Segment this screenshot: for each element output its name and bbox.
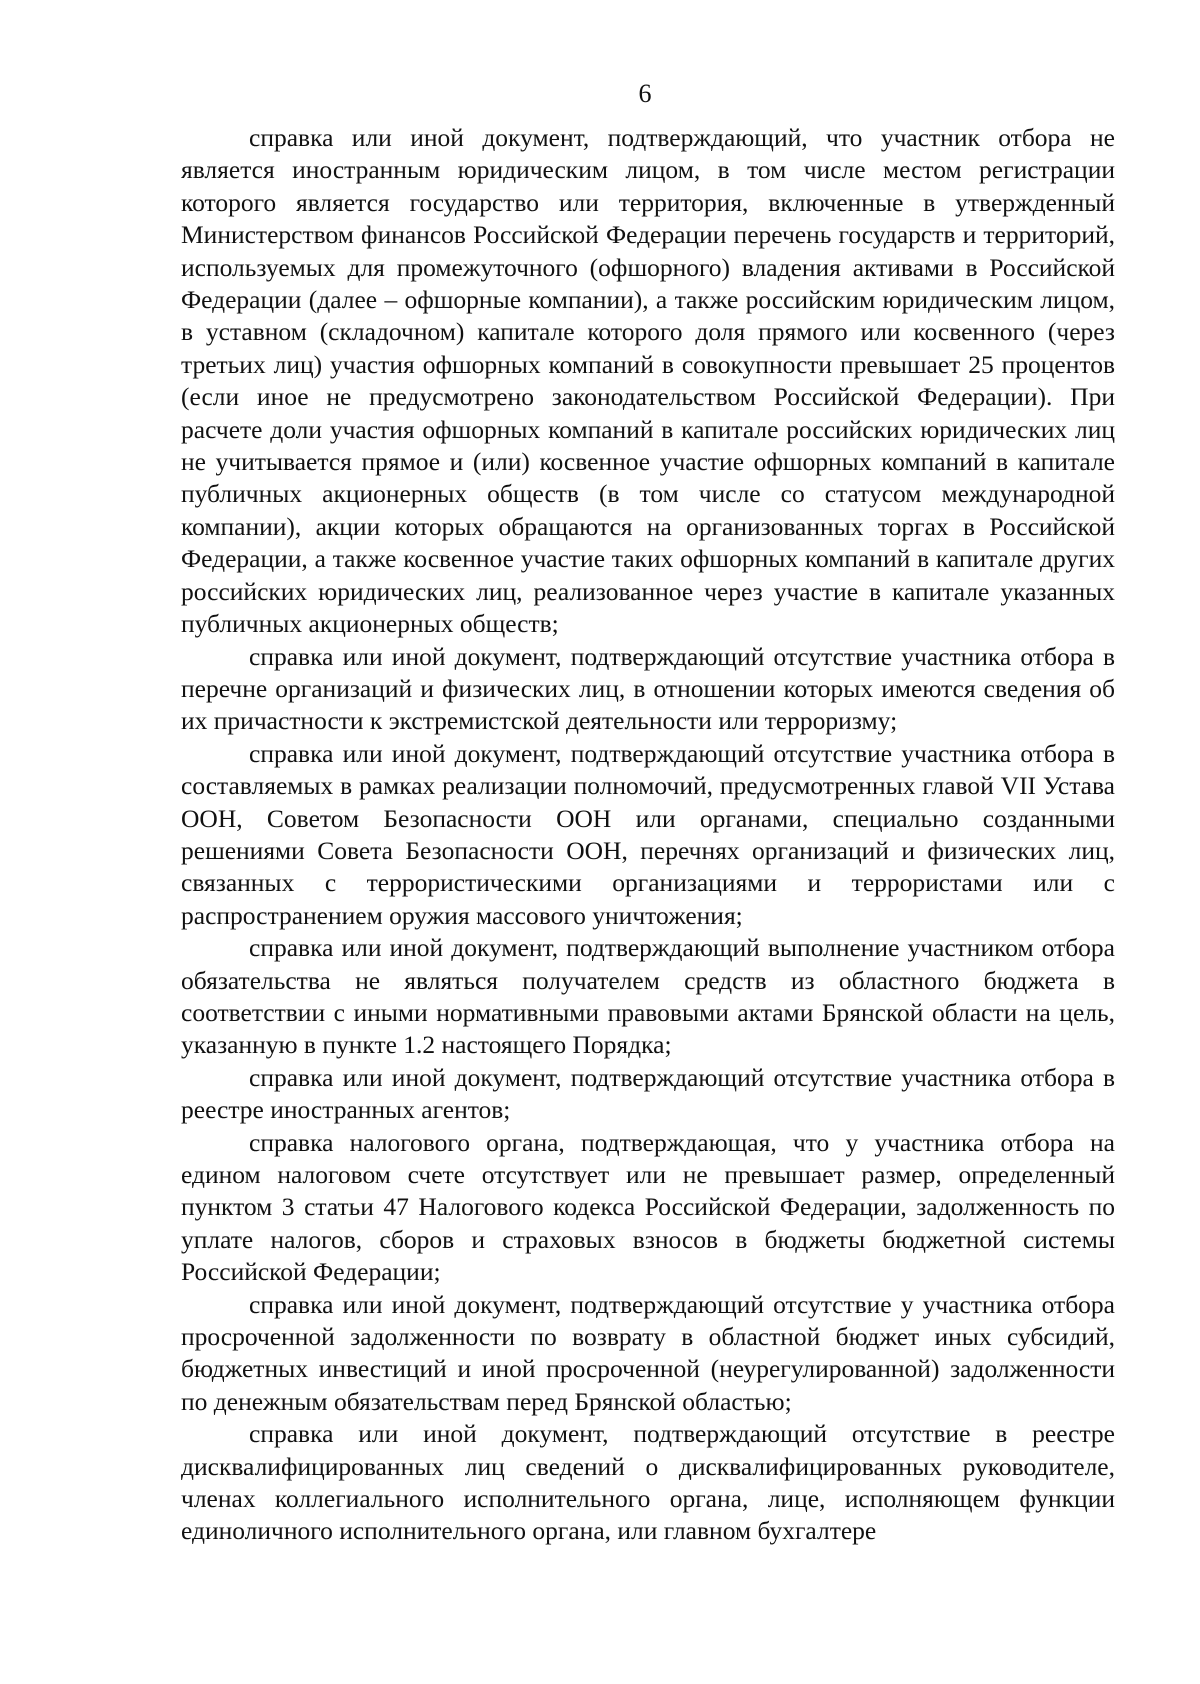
paragraph-budget-funds-certificate: справка или иной документ, подтверждающий выполнение участником отбора обязательства не являться получателем средств из областного бюджета в соответствии с иными нормативными правовыми актами Брянской области на цель, указанную в пункте 1.2 настоящего Порядка; <box>181 933 1115 1060</box>
paragraph-tax-certificate: справка налогового органа, подтверждающая, что у участника отбора на едином налоговом счете отсутствует или не превышает размер, определенный пунктом 3 статьи 47 Налогового кодекса Российской Федерации, задолженность по уплате налогов, сборов и страховых взносов в бюджеты бюджетной системы Российской Федерации; <box>181 1127 1115 1287</box>
paragraph-foreign-agents-certificate: справка или иной документ, подтверждающий отсутствие участника отбора в реестре иностранных агентов; <box>181 1062 1115 1125</box>
document-body <box>181 122 1115 1548</box>
paragraph-disqualified-persons-certificate: справка или иной документ, подтверждающий отсутствие в реестре дисквалифицированных лиц сведений о дисквалифицированных руководителе, членах коллегиального исполнительного органа, лице, исполняющем функции единоличного исполнительного органа, или главном бухгалтере <box>181 1419 1115 1546</box>
page-number: 6 <box>638 79 652 108</box>
paragraph-offshore-certificate: справка или иной документ, подтверждающий, что участник отбора не является иностранным юридическим лицом, в том числе местом регистрации которого является государство или территория, включенные в утвержденный Министерством финансов Российской Федерации перечень государств и территорий, используемых для промежуточного (офшорного) владения активами в Российской Федерации (далее – офшорные компании), а также российским юридическим лицом, в уставном (складочном) капитале которого доля прямого или косвенного (через третьих лиц) участия офшорных компаний в совокупности превышает 25 процентов (если иное не предусмотрено законодательством Российской Федерации). При расчете доли участия офшорных компаний в капитале российских юридических лиц не учитывается прямое и (или) косвенное участие офшорных компаний в капитале публичных акционерных обществ (в том числе со статусом международной компании), акции которых обращаются на организованных торгах в Российской Федерации, а также косвенное участие таких офшорных компаний в капитале других российских юридических лиц, реализованное через участие в капитале указанных публичных акционерных обществ; <box>181 123 1115 639</box>
paragraph-un-sanctions-certificate: справка или иной документ, подтверждающий отсутствие участника отбора в составляемых в рамках реализации полномочий, предусмотренных главой VII Устава ООН, Советом Безопасности ООН или органами, специально созданными решениями Совета Безопасности ООН, перечнях организаций и физических лиц, связанных с террористическими организациями и террористами или с распространением оружия массового уничтожения; <box>181 738 1115 930</box>
paragraph-extremism-certificate: справка или иной документ, подтверждающий отсутствие участника отбора в перечне организаций и физических лиц, в отношении которых имеются сведения об их причастности к экстремистской деятельности или терроризму; <box>181 641 1115 736</box>
paragraph-overdue-debt-certificate: справка или иной документ, подтверждающий отсутствие у участника отбора просроченной задолженности по возврату в областной бюджет иных субсидий, бюджетных инвестиций и иной просроченной (неурегулированной) задолженности по денежным обязательствам перед Брянской областью; <box>181 1289 1115 1416</box>
